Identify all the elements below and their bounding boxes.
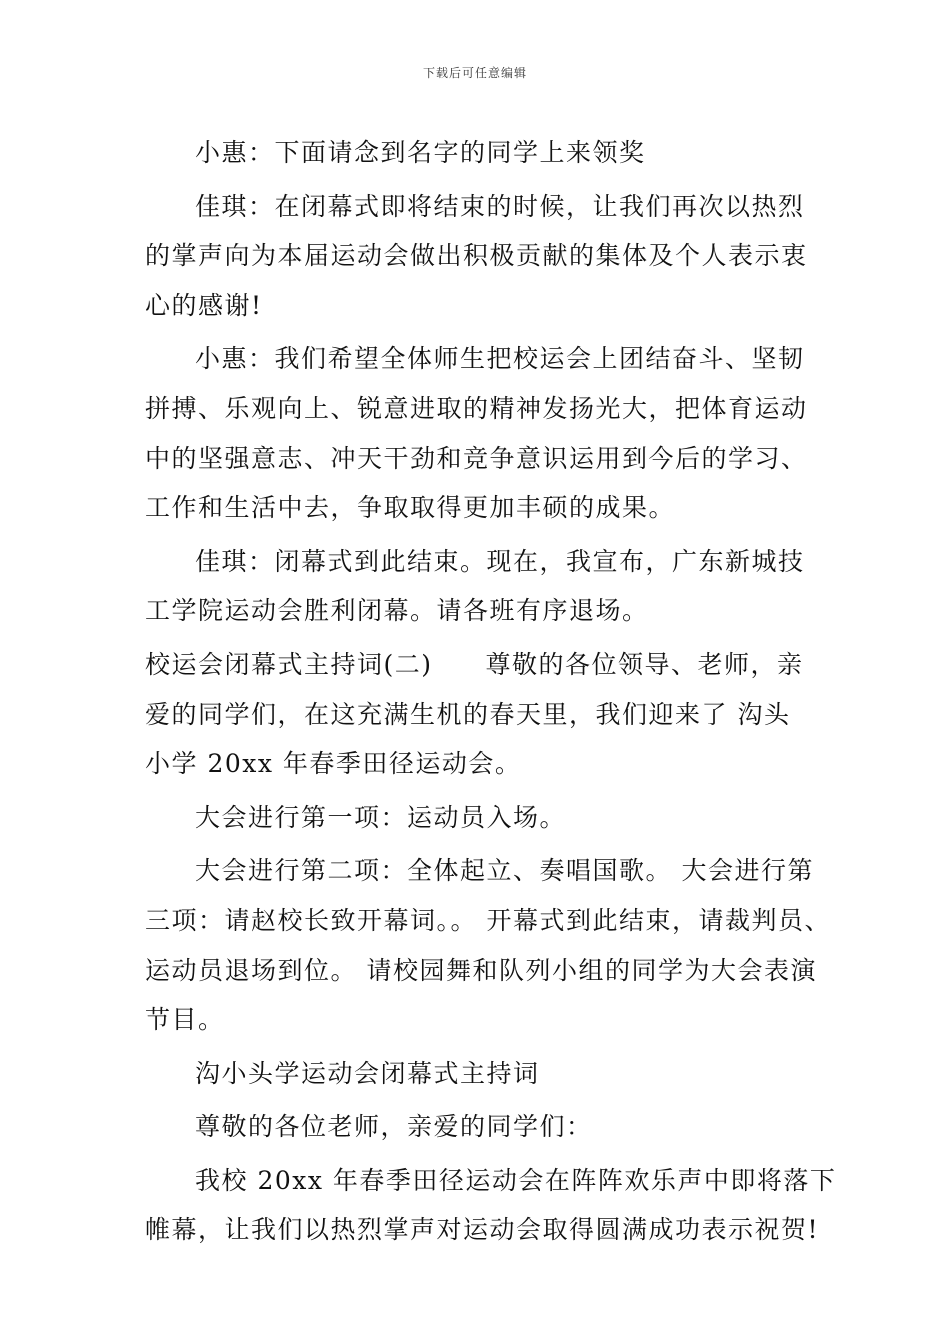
paragraph-congratulations	[145, 1156, 837, 1255]
text-line: 小学 20xx 年春季田径运动会。	[145, 749, 522, 779]
paragraph-section-title	[145, 1049, 805, 1099]
paragraph-second-script-intro	[145, 640, 805, 789]
text-line: 的掌声向为本届运动会做出积极贡献的集体及个人表示衷	[145, 241, 808, 271]
text-line: 三项：请赵校长致开幕词。。 开幕式到此结束，请裁判员、	[145, 905, 831, 935]
paragraph-closing-announcement	[145, 537, 805, 636]
text-line: 中的坚强意志、冲天干劲和竞争意识运用到今后的学习、	[145, 443, 808, 473]
text-line: 我校 20xx 年春季田径运动会在阵阵欢乐声中即将落下	[195, 1165, 837, 1195]
document-body	[145, 128, 837, 1259]
paragraph-award-call	[145, 128, 805, 178]
text-line: 运动员退场到位。 请校园舞和队列小组的同学为大会表演	[145, 955, 817, 985]
text-line: 沟小头学运动会闭幕式主持词	[195, 1058, 540, 1088]
text-line: 大会进行第二项：全体起立、奏唱国歌。 大会进行第	[195, 856, 814, 886]
text-line: 工学院运动会胜利闭幕。请各班有序退场。	[145, 596, 649, 626]
text-line: 大会进行第一项：运动员入场。	[195, 802, 567, 832]
text-line: 小惠：下面请念到名字的同学上来领奖	[195, 138, 646, 167]
page-header-note: 下载后可任意编辑	[422, 66, 527, 80]
paragraph-item-one	[145, 793, 805, 843]
text-line: 心的感谢!	[145, 290, 263, 320]
text-line: 节目。	[145, 1005, 225, 1035]
text-line: 佳琪：闭幕式到此结束。现在，我宣布，广东新城技	[195, 546, 805, 576]
paragraph-thanks	[145, 182, 808, 331]
paragraph-salutation	[145, 1102, 805, 1152]
paragraph-item-two-three	[145, 846, 831, 1044]
text-line: 校运会闭幕式主持词(二) 尊敬的各位领导、老师，亲	[145, 649, 804, 679]
text-line: 尊敬的各位老师，亲爱的同学们：	[195, 1112, 593, 1142]
text-line: 帷幕，让我们以热烈掌声对运动会取得圆满成功表示祝贺!	[145, 1215, 820, 1245]
paragraph-hope	[145, 334, 808, 532]
text-line: 爱的同学们，在这充满生机的春天里，我们迎来了 沟头	[145, 699, 791, 729]
text-line: 工作和生活中去，争取取得更加丰硕的成果。	[145, 493, 676, 523]
text-line: 拼搏、乐观向上、锐意进取的精神发扬光大，把体育运动	[145, 393, 808, 423]
text-line: 小惠：我们希望全体师生把校运会上团结奋斗、坚韧	[195, 344, 805, 374]
text-line: 佳琪：在闭幕式即将结束的时候，让我们再次以热烈	[195, 191, 805, 221]
